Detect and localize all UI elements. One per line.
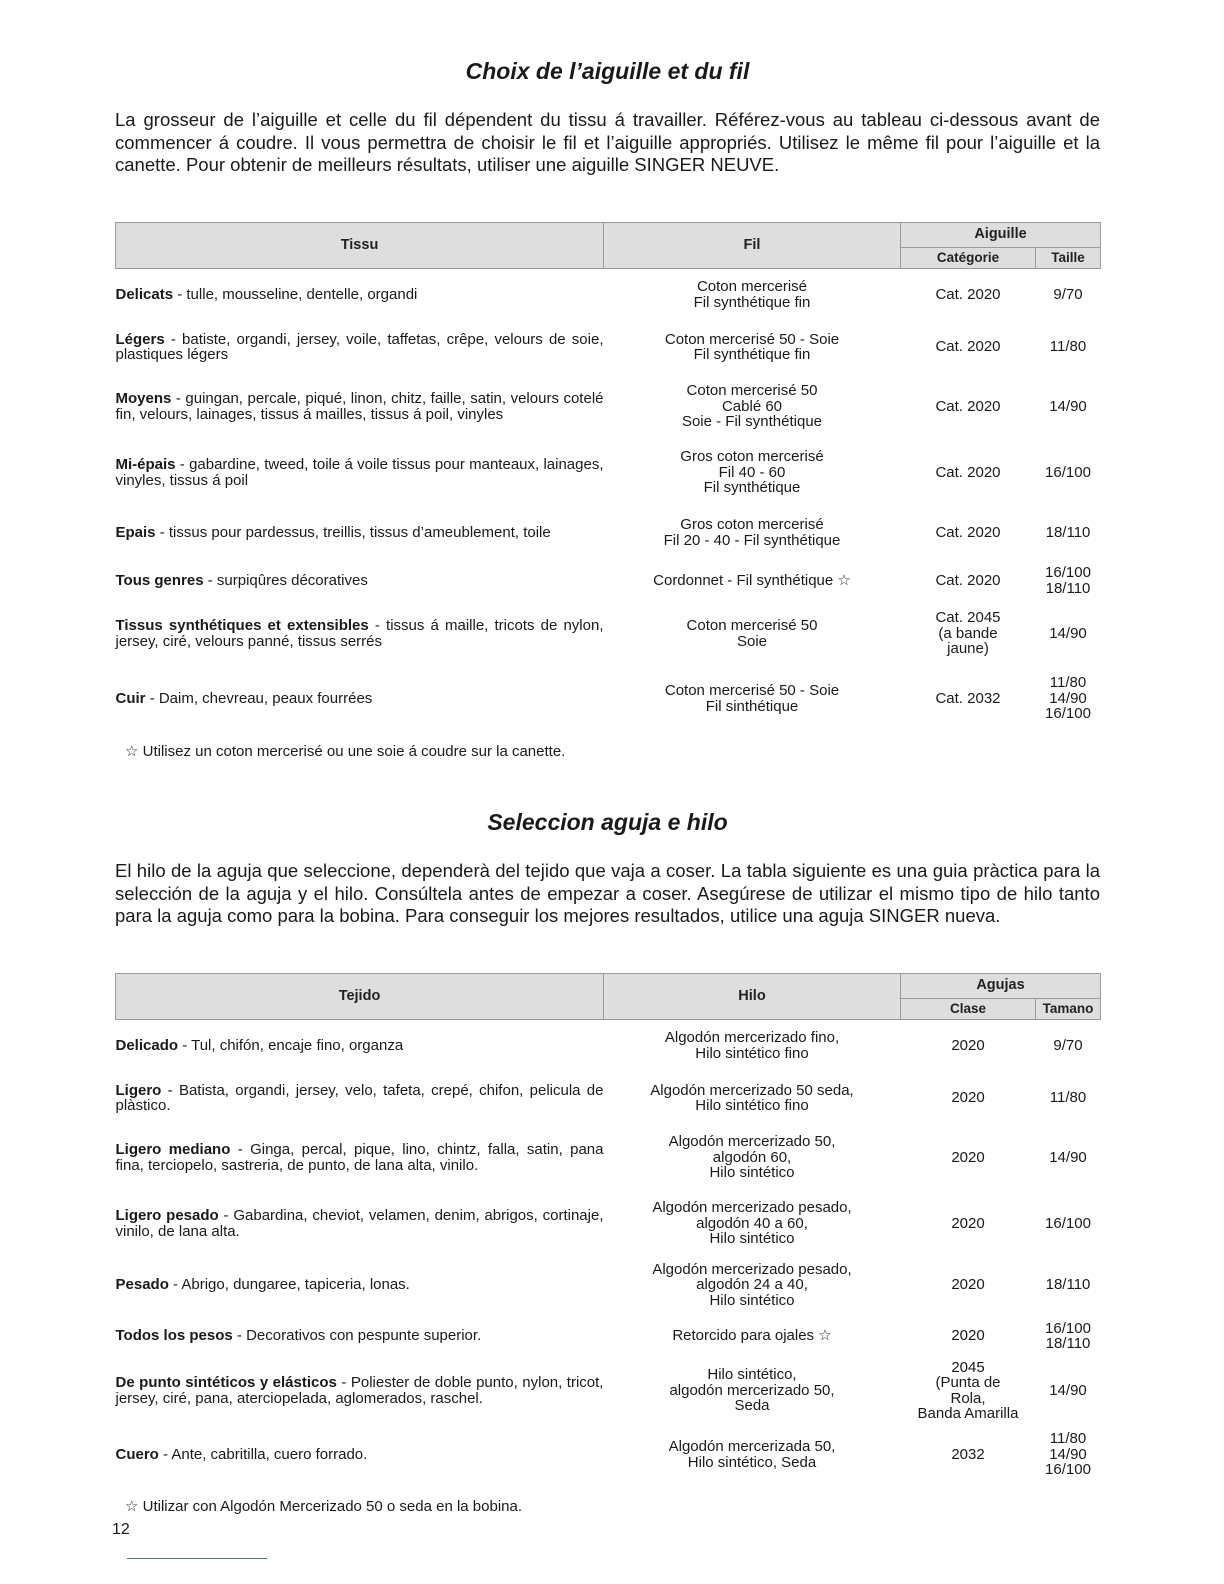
needle-category-line: Cat. 2020	[935, 463, 1001, 481]
needle-category-line: Cat. 2032	[935, 689, 1001, 707]
fabric-name: Ligero mediano	[115, 1141, 231, 1158]
table-row	[116, 1072, 1101, 1125]
needle-category-line: 2020	[951, 1327, 985, 1345]
needle-category-line: Rola,	[950, 1389, 986, 1407]
thread-cell	[604, 1020, 901, 1072]
fabric-cell	[116, 602, 604, 666]
fabric-cell	[116, 666, 604, 732]
needle-size-cell	[1036, 666, 1101, 732]
thread-line: Retorcido para ojales ☆	[672, 1327, 832, 1345]
needle-size-line: 16/100	[1045, 705, 1091, 723]
needle-size-line: 11/80	[1049, 338, 1087, 356]
table-row	[116, 506, 1101, 560]
needle-category-line: 2020	[951, 1037, 985, 1054]
thread-line: Hilo sintético fino	[695, 1097, 809, 1114]
es-title: Seleccion aguja e hilo	[487, 809, 728, 835]
fabric-sep: -	[178, 1037, 192, 1054]
thread-line: Fil 20 - 40 - Fil synthétique	[663, 531, 841, 549]
thread-line: Fil synthétique	[703, 479, 801, 497]
thread-line: Algodón mercerizado fino,	[664, 1029, 840, 1047]
needle-size-cell	[1036, 1257, 1101, 1314]
table-row	[116, 1314, 1101, 1359]
needle-category-line: Cat. 2020	[935, 338, 1001, 356]
needle-size-line: 14/90	[1049, 624, 1087, 642]
thread-line: Hilo sintético fino	[695, 1044, 809, 1062]
fr-intro: La grosseur de l’aiguille et celle du fil dépendent du tissu á travailler. Référez-vous au tableau ci-dessous avant de commencer á coudre. Il vous permettra de choisir le fil et l’aiguille appropriés. Utilisez le même fil pour l’aiguille et la canette. Pour obtenir de meilleurs résultats, utiliser une aiguille SINGER NEUVE.	[115, 109, 1100, 175]
fr-header-needle: Aiguille	[901, 223, 1101, 248]
fabric-sep: -	[203, 571, 217, 589]
needle-category-line: Cat. 2020	[935, 397, 1001, 415]
fabric-sep: -	[175, 456, 190, 473]
needle-size-cell	[1036, 374, 1101, 440]
fabric-cell	[116, 1072, 604, 1125]
needle-category-line: jaune)	[947, 640, 989, 658]
needle-size-line: 16/100	[1045, 564, 1091, 581]
fabric-name: Ligero	[115, 1081, 162, 1099]
fabric-cell	[116, 1020, 604, 1072]
fabric-sep: -	[155, 523, 169, 541]
thread-line: algodón 24 a 40,	[696, 1276, 808, 1294]
fabric-desc: Decorativos con pespunte superior.	[246, 1327, 482, 1345]
es-header-needle: Agujas	[901, 974, 1101, 999]
es-intro: El hilo de la aguja que seleccione, dependerà del tejido que vaja a coser. La tabla siguiente es una guia pràctica para la selección de la aguja y el hilo. Consúltela antes de empezar a coser. Asegúrese de utilizar el mismo tipo de hilo tanto para la aguja como para la bobina. Para conseguir los mejores resultados, utilice una aguja SINGER nueva.	[115, 860, 1100, 926]
needle-size-line: 16/100	[1045, 1319, 1091, 1337]
fabric-sep: -	[164, 330, 183, 348]
thread-cell	[604, 1257, 901, 1314]
needle-category-cell	[901, 1020, 1036, 1072]
table-row	[116, 1423, 1101, 1487]
needle-category-line: 2045	[951, 1358, 985, 1376]
fabric-desc: guingan, percale, piqué, linon, chitz, faille, satin, velours cotelé fin, velours, lainages, tissus á mailles, tissus á poil, vinyles	[115, 390, 604, 423]
fabric-cell	[116, 1191, 604, 1257]
fabric-name: Mi-épais	[115, 456, 176, 473]
thread-cell	[604, 506, 901, 560]
thread-line: Algodón mercerizado pesado,	[652, 1199, 852, 1217]
thread-line: Cordonnet - Fil synthétique ☆	[653, 571, 851, 589]
fr-footnote: ☆ Utilisez un coton mercerisé ou une soie á coudre sur la canette.	[125, 742, 566, 760]
needle-size-cell	[1036, 1020, 1101, 1072]
fabric-desc: tissus pour pardessus, treillis, tissus d’ameublement, toile	[168, 523, 551, 541]
es-header-thread: Hilo	[604, 974, 901, 1020]
needle-size-cell	[1036, 506, 1101, 560]
fabric-name: Moyens	[115, 390, 172, 407]
fabric-sep: -	[218, 1207, 234, 1224]
fabric-cell	[116, 440, 604, 506]
fabric-name: Delicats	[115, 286, 174, 303]
thread-line: Fil synthétique fin	[693, 293, 811, 311]
fabric-sep: -	[232, 1327, 247, 1345]
thread-line: Hilo sintético, Seda	[687, 1453, 817, 1471]
thread-line: Seda	[734, 1397, 770, 1415]
thread-line: Hilo sintético	[709, 1291, 795, 1309]
needle-size-cell	[1036, 1359, 1101, 1423]
table-row	[116, 440, 1101, 506]
needle-category-cell	[901, 1072, 1036, 1125]
fabric-name: Delicado	[115, 1037, 179, 1054]
page-number: 12	[112, 1521, 130, 1538]
fabric-sep: -	[161, 1081, 179, 1099]
needle-category-line: 2020	[951, 1089, 985, 1107]
thread-cell	[604, 1072, 901, 1125]
table-row	[116, 1191, 1101, 1257]
thread-line: Coton mercerisé 50	[686, 382, 818, 400]
needle-category-cell	[901, 374, 1036, 440]
thread-line: Fil sinthétique	[705, 697, 799, 715]
thread-cell	[604, 602, 901, 666]
needle-category-line: 2032	[951, 1445, 985, 1463]
fabric-cell	[116, 1314, 604, 1359]
fabric-desc: surpiqûres décoratives	[216, 571, 368, 589]
thread-line: Coton mercerisé	[696, 278, 808, 296]
thread-line: Coton mercerisé 50 - Soie	[664, 330, 840, 348]
thread-line: Coton mercerisé 50 - Soie	[664, 682, 840, 699]
needle-size-cell	[1036, 1314, 1101, 1359]
thread-line: Algodón mercerizada 50,	[668, 1438, 836, 1455]
table-row	[116, 560, 1101, 602]
needle-size-cell	[1036, 1072, 1101, 1125]
needle-category-cell	[901, 440, 1036, 506]
fabric-desc: Tul, chifón, encaje fino, organza	[191, 1037, 404, 1054]
needle-size-line: 14/90	[1049, 397, 1087, 415]
thread-cell	[604, 1125, 901, 1191]
fabric-name: Pesado	[115, 1276, 169, 1294]
es-table	[115, 973, 1101, 1487]
es-table-body	[116, 1020, 1101, 1487]
needle-category-line: (Punta de	[935, 1374, 1001, 1391]
needle-category-cell	[901, 506, 1036, 560]
needle-category-cell	[901, 1314, 1036, 1359]
needle-size-cell	[1036, 602, 1101, 666]
needle-size-line: 14/90	[1049, 1148, 1087, 1166]
needle-size-cell	[1036, 321, 1101, 374]
fabric-cell	[116, 1423, 604, 1487]
fabric-name: Cuir	[115, 689, 146, 707]
needle-category-cell	[901, 1191, 1036, 1257]
fr-section	[115, 58, 1100, 177]
needle-category-line: Cat. 2020	[935, 571, 1001, 589]
fabric-desc: Daim, chevreau, peaux fourrées	[158, 689, 373, 707]
fabric-name: Todos los pesos	[115, 1327, 233, 1345]
fabric-name: De punto sintéticos y elásticos	[115, 1374, 337, 1391]
needle-size-line: 18/110	[1045, 523, 1091, 541]
needle-size-line: 18/110	[1045, 1276, 1091, 1294]
thread-line: Gros coton mercerisé	[680, 448, 824, 466]
needle-size-line: 11/80	[1049, 1089, 1087, 1107]
footer-rule	[127, 1558, 267, 1559]
needle-size-line: 16/100	[1045, 1214, 1091, 1232]
thread-line: Cablé 60	[721, 397, 783, 415]
fabric-desc: Poliester de doble punto, nylon, tricot, jersey, ciré, pana, aterciopelada, aglomerados, raschel.	[115, 1374, 604, 1407]
thread-line: Fil 40 - 60	[718, 463, 786, 481]
fr-table-wrap	[115, 222, 1100, 760]
fabric-sep: -	[168, 1276, 182, 1294]
needle-category-line: 2020	[951, 1214, 985, 1232]
needle-category-cell	[901, 1125, 1036, 1191]
needle-size-cell	[1036, 1125, 1101, 1191]
fabric-cell	[116, 560, 604, 602]
fabric-cell	[116, 1257, 604, 1314]
fabric-sep: -	[336, 1374, 351, 1391]
needle-category-line: 2020	[951, 1148, 985, 1166]
fabric-desc: Ginga, percal, pique, lino, chintz, falla, satin, pana fina, terciopelo, sastreria, de punto, de lana alta, vinilo.	[115, 1141, 604, 1174]
fabric-desc: tissus á maille, tricots de nylon, jersey, ciré, velours panné, tissus serrés	[115, 617, 604, 650]
fr-header-size: Taille	[1036, 248, 1101, 269]
needle-size-line: 16/100	[1045, 463, 1091, 481]
needle-size-line: 9/70	[1053, 1037, 1083, 1054]
thread-cell	[604, 560, 901, 602]
thread-line: algodón 40 a 60,	[696, 1214, 808, 1232]
table-row	[116, 321, 1101, 374]
fabric-name: Ligero pesado	[115, 1207, 219, 1224]
fabric-desc: batiste, organdi, jersey, voile, taffetas, crêpe, velours de soie, plastiques légers	[115, 330, 604, 363]
thread-cell	[604, 1423, 901, 1487]
needle-size-cell	[1036, 440, 1101, 506]
needle-size-line: 18/110	[1045, 1335, 1091, 1352]
thread-cell	[604, 1191, 901, 1257]
thread-cell	[604, 1314, 901, 1359]
needle-category-cell	[901, 1257, 1036, 1314]
thread-line: Soie	[736, 632, 768, 650]
needle-category-cell	[901, 1359, 1036, 1423]
table-row	[116, 666, 1101, 732]
thread-line: Algodón mercerizado pesado,	[652, 1260, 852, 1278]
fr-header-category: Catégorie	[901, 248, 1036, 269]
thread-line: algodón mercerizado 50,	[669, 1381, 835, 1399]
table-row	[116, 269, 1101, 321]
fr-table-body	[116, 269, 1101, 732]
fabric-sep: -	[230, 1141, 251, 1158]
needle-size-line: 9/70	[1053, 286, 1083, 303]
needle-category-cell	[901, 1423, 1036, 1487]
fabric-desc: Batista, organdi, jersey, velo, tafeta, crepé, chifon, pelicula de plàstico.	[115, 1081, 604, 1114]
needle-category-line: (a bande	[938, 624, 998, 642]
table-row	[116, 1020, 1101, 1072]
fr-header-thread: Fil	[604, 223, 901, 269]
needle-size-line: 14/90	[1049, 1445, 1087, 1463]
es-header-category: Clase	[901, 999, 1036, 1020]
fabric-sep: -	[368, 617, 387, 634]
needle-size-cell	[1036, 269, 1101, 321]
needle-size-line: 16/100	[1045, 1461, 1091, 1479]
needle-size-cell	[1036, 1191, 1101, 1257]
thread-line: Algodón mercerizado 50 seda,	[650, 1081, 854, 1099]
needle-size-cell	[1036, 560, 1101, 602]
es-header-fabric: Tejido	[116, 974, 604, 1020]
table-row	[116, 374, 1101, 440]
thread-cell	[604, 374, 901, 440]
needle-size-cell	[1036, 1423, 1101, 1487]
needle-category-cell	[901, 666, 1036, 732]
fabric-desc: Ante, cabritilla, cuero forrado.	[171, 1445, 368, 1463]
fabric-name: Cuero	[115, 1445, 159, 1463]
needle-size-line: 11/80	[1049, 1430, 1087, 1448]
table-row	[116, 1125, 1101, 1191]
fabric-desc: gabardine, tweed, toile á voile tissus pour manteaux, lainages, vinyles, tissus á poil	[115, 456, 604, 489]
table-row	[116, 1257, 1101, 1314]
needle-category-cell	[901, 602, 1036, 666]
thread-cell	[604, 666, 901, 732]
table-row	[116, 1359, 1101, 1423]
thread-cell	[604, 269, 901, 321]
thread-line: Algodón mercerizado 50,	[668, 1133, 836, 1151]
thread-line: Hilo sintético	[709, 1230, 795, 1248]
es-footnote: ☆ Utilizar con Algodón Mercerizado 50 o seda en la bobina.	[125, 1497, 523, 1515]
needle-category-cell	[901, 321, 1036, 374]
thread-line: Soie - Fil synthétique	[681, 413, 823, 431]
needle-category-line: 2020	[951, 1276, 985, 1294]
es-table-wrap	[115, 973, 1100, 1515]
es-header-size: Tamano	[1036, 999, 1101, 1020]
thread-line: Hilo sintético,	[707, 1366, 797, 1384]
fr-title: Choix de l’aiguille et du fil	[465, 58, 750, 84]
fabric-desc: Abrigo, dungaree, tapiceria, lonas.	[181, 1276, 410, 1294]
fr-header-fabric: Tissu	[116, 223, 604, 269]
fabric-cell	[116, 1125, 604, 1191]
fabric-desc: Gabardina, cheviot, velamen, denim, abrigos, cortinaje, vinilo, de lana alta.	[115, 1207, 604, 1240]
thread-line: Gros coton mercerisé	[680, 516, 824, 533]
fabric-desc: tulle, mousseline, dentelle, organdi	[186, 286, 418, 303]
fabric-cell	[116, 269, 604, 321]
needle-size-line: 18/110	[1045, 579, 1091, 597]
fabric-sep: -	[173, 286, 187, 303]
fabric-name: Epais	[115, 523, 156, 541]
fabric-sep: -	[171, 390, 186, 407]
fr-table	[115, 222, 1101, 732]
needle-size-line: 14/90	[1049, 1381, 1087, 1399]
fabric-name: Légers	[115, 330, 165, 348]
thread-line: Coton mercerisé 50	[686, 617, 818, 634]
fabric-name: Tissus synthétiques et extensibles	[115, 617, 369, 634]
table-row	[116, 602, 1101, 666]
needle-category-line: Banda Amarilla	[917, 1405, 1019, 1422]
needle-size-line: 14/90	[1049, 689, 1087, 707]
thread-line: Fil synthétique fin	[693, 346, 811, 363]
fabric-name: Tous genres	[115, 571, 204, 589]
thread-cell	[604, 1359, 901, 1423]
thread-cell	[604, 321, 901, 374]
fabric-sep: -	[158, 1445, 172, 1463]
fabric-cell	[116, 321, 604, 374]
needle-category-line: Cat. 2020	[935, 523, 1001, 541]
fabric-cell	[116, 506, 604, 560]
thread-cell	[604, 440, 901, 506]
needle-category-cell	[901, 560, 1036, 602]
needle-category-cell	[901, 269, 1036, 321]
needle-category-line: Cat. 2045	[935, 609, 1001, 627]
needle-size-line: 11/80	[1049, 674, 1087, 692]
fabric-cell	[116, 374, 604, 440]
needle-category-line: Cat. 2020	[935, 286, 1001, 303]
fabric-cell	[116, 1359, 604, 1423]
fabric-sep: -	[145, 689, 159, 707]
thread-line: algodón 60,	[712, 1148, 792, 1166]
thread-line: Hilo sintético	[709, 1164, 795, 1182]
es-section	[115, 809, 1100, 928]
